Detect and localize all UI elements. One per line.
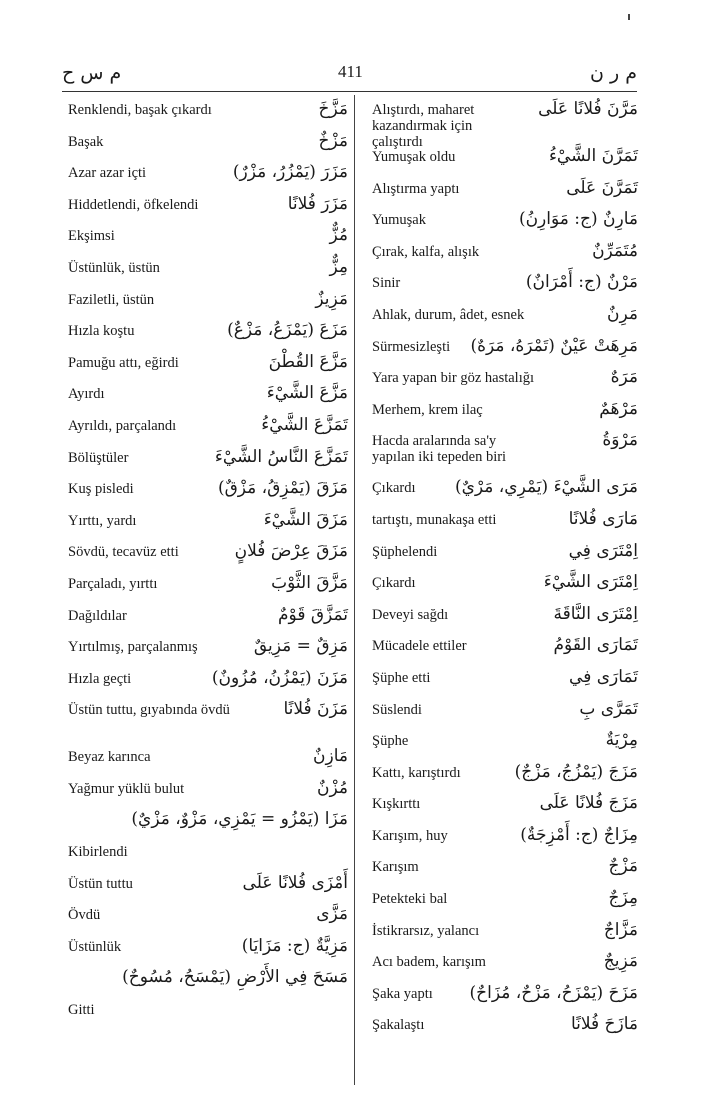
entry-translation: Şakalaştı: [372, 1017, 425, 1034]
dictionary-entry: [372, 663, 638, 695]
dictionary-entry: [68, 695, 348, 742]
dictionary-entry: [68, 742, 348, 774]
entry-translation: Beyaz karınca: [68, 749, 151, 766]
dictionary-entry: [372, 142, 638, 174]
entry-arabic-headword: مَزَّخَ: [318, 99, 348, 119]
entry-translation: Yırtılmış, parçalanmış: [68, 639, 198, 656]
entry-arabic-headword: مَزِيزٌ: [315, 288, 348, 309]
entry-translation: Kattı, karıştırdı: [372, 764, 461, 781]
entry-arabic-headword: تَمَرَّنَ الشَّيْءُ: [548, 146, 638, 166]
entry-translation: Çıkardı: [372, 575, 416, 592]
dictionary-entry: [372, 473, 638, 505]
entry-translation: Kuş pisledi: [68, 481, 134, 498]
entry-arabic-headword: مَزَرَ فُلانًا: [287, 193, 348, 214]
entry-arabic-headword: مَزْجٌ: [608, 856, 638, 877]
entry-arabic-headword: تَمَارَى القَوْمُ: [553, 635, 638, 656]
left-column: [68, 95, 348, 1027]
entry-arabic-headword: تَمَارَى فِي: [569, 666, 638, 687]
column-divider: [354, 95, 355, 1085]
dictionary-entry: [372, 916, 638, 948]
entry-arabic-headword: مَارِنٌ (ج: مَوَارِنُ): [518, 209, 638, 230]
entry-arabic-headword: مَرَّنَ فُلانًا عَلَى: [538, 99, 638, 119]
header-rule: [62, 91, 637, 92]
entry-arabic-headword: مَازِنٌ: [313, 746, 348, 767]
entry-translation: Şüphe: [372, 733, 409, 750]
entry-translation: Azar azar içti: [68, 165, 147, 182]
dictionary-entry: [68, 95, 348, 127]
dictionary-entry: [372, 600, 638, 632]
entry-translation: Şüphelendi: [372, 543, 438, 560]
dictionary-entry: [372, 947, 638, 979]
entry-arabic-headword: مَزَنَ فُلانًا: [283, 699, 348, 720]
dictionary-entry: [372, 821, 638, 853]
entry-translation: Renklendi, başak çıkardı: [68, 102, 212, 118]
entry-translation: Yağmur yüklü bulut: [68, 780, 185, 797]
dictionary-entry: [372, 237, 638, 269]
dictionary-entry: [68, 190, 348, 222]
entry-translation: Sinir: [372, 275, 401, 292]
dictionary-entry: [68, 316, 348, 348]
entry-arabic-headword: مَزَجَ (يَمْزُجُ، مَزْجٌ): [514, 761, 638, 782]
entry-arabic-headword: مِزَاجٌ (ج: أَمْزِجَةٌ): [520, 824, 638, 845]
entry-translation: Hiddetlendi, öfkelendi: [68, 196, 199, 213]
entry-arabic-headword: مَسَحَ فِي الأَرْضِ (يَمْسَحُ، مُسُوحٌ): [122, 967, 348, 988]
entry-arabic-headword: مُزٌّ: [329, 225, 348, 246]
entry-translation: Alıştırma yaptı: [372, 180, 460, 197]
dictionary-entry: [372, 300, 638, 332]
entry-translation: Üstünlük, üstün: [68, 259, 160, 276]
entry-arabic-headword: مِرْيَةٌ: [605, 730, 638, 751]
entry-arabic-headword: مَزَّعَ الشَّيْءَ: [266, 383, 348, 404]
entry-arabic-headword: مَرَهٌ: [610, 367, 638, 388]
entry-arabic-headword: مَارَى فُلانًا: [568, 508, 638, 529]
entry-translation: Merhem, krem ilaç: [372, 401, 483, 418]
dictionary-entry: [68, 900, 348, 932]
entry-arabic-headword: مَزَا (يَمْزُو = يَمْزِي، مَزْوٌ، مَزْيٌ): [131, 809, 348, 830]
dictionary-entry: [68, 569, 348, 601]
dictionary-entry: [372, 568, 638, 600]
entry-arabic-headword: مَزَقَ (يَمْزِقُ، مَزْقٌ): [217, 478, 348, 499]
entry-arabic-headword: مَرَى الشَّيْءَ (يَمْرِي، مَرْيٌ): [454, 477, 638, 498]
entry-translation: Pamuğu attı, eğirdi: [68, 354, 179, 371]
entry-arabic-headword: مِزَجٌ: [608, 888, 638, 909]
dictionary-entry: [68, 837, 348, 869]
entry-translation: Mücadele ettiler: [372, 638, 467, 655]
dictionary-entry: [68, 537, 348, 569]
right-column: [372, 95, 638, 1042]
entry-translation: Deveyi sağdı: [372, 606, 449, 623]
entry-arabic-headword: مَزَقَ عِرْضَ فُلانٍ: [234, 541, 348, 562]
entry-translation: Yumuşak oldu: [372, 149, 456, 165]
dictionary-entry: [372, 174, 638, 206]
dictionary-entry: [372, 1010, 638, 1042]
entry-arabic-headword: تَمَزَّعَ الشَّيْءُ: [261, 414, 348, 435]
entry-translation: Yırttı, yardı: [68, 512, 137, 529]
dictionary-entry: [68, 932, 348, 964]
entry-translation: Petekteki bal: [372, 891, 448, 908]
entry-translation: Üstünlük: [68, 938, 122, 955]
entry-translation: Sürmesizleşti: [372, 338, 451, 355]
entry-translation: Sövdü, tecavüz etti: [68, 544, 179, 561]
entry-translation: Parçaladı, yırttı: [68, 575, 158, 592]
dictionary-entry: [68, 963, 348, 995]
entry-translation: Karışım: [372, 859, 419, 876]
entry-arabic-headword: مَرْهَمٌ: [599, 398, 638, 419]
entry-arabic-headword: مَزَقَ الشَّيْءَ: [263, 509, 348, 530]
entry-arabic-headword: مَزَّى: [316, 904, 348, 925]
entry-arabic-headword: اِمْتَرَى فِي: [568, 540, 638, 561]
entry-arabic-headword: مَرِنٌ: [607, 303, 638, 324]
entry-arabic-headword: مُتَمَرِّنٌ: [592, 240, 638, 261]
dictionary-entry: [68, 158, 348, 190]
dictionary-entry: [68, 411, 348, 443]
dictionary-entry: [68, 285, 348, 317]
dictionary-entry: [372, 426, 638, 473]
entry-arabic-headword: تَمَرَّى بِ: [579, 698, 638, 719]
entry-arabic-headword: مَزْخٌ: [318, 130, 348, 151]
entry-arabic-headword: مَزَّاجٌ: [603, 919, 638, 940]
dictionary-entry: [68, 632, 348, 664]
entry-arabic-headword: مَزَّقَ الثَّوْبَ: [271, 572, 348, 593]
dictionary-entry: [68, 443, 348, 475]
entry-translation: Süslendi: [372, 701, 422, 718]
dictionary-entry: [372, 979, 638, 1011]
dictionary-entry: [68, 664, 348, 696]
entry-translation: tartıştı, munakaşa etti: [372, 511, 497, 528]
entry-translation: Hızla koştu: [68, 323, 135, 340]
dictionary-entry: [68, 379, 348, 411]
entry-translation: İstikrarsız, yalancı: [372, 922, 480, 939]
dictionary-entry: [372, 332, 638, 364]
entry-arabic-headword: مَزَرَ (يَمْزُرُ، مَزْرٌ): [232, 162, 348, 183]
entry-arabic-headword: مَرْوَةُ: [602, 430, 638, 451]
entry-arabic-headword: مُزْنٌ: [317, 777, 348, 798]
corner-mark: [628, 14, 630, 20]
dictionary-entry: [68, 127, 348, 159]
dictionary-entry: [68, 601, 348, 633]
entry-translation: Başak: [68, 133, 104, 150]
entry-arabic-headword: مَزَحَ (يَمْزَحُ، مَزْحٌ، مُزَاحٌ): [469, 982, 638, 1003]
header-right-letters: م ر ن: [590, 62, 637, 84]
entry-arabic-headword: تَمَزَّعَ النَّاسُ الشَّيْءَ: [214, 446, 348, 467]
entry-translation: Bölüştüler: [68, 449, 129, 466]
dictionary-entry: [372, 505, 638, 537]
entry-arabic-headword: مَزِقٌ = مَزِيقٌ: [253, 636, 348, 657]
entry-translation: Kışkırttı: [372, 796, 421, 813]
entry-arabic-headword: مَازَحَ فُلانًا: [570, 1014, 638, 1035]
entry-arabic-headword: مَرْنٌ (ج: أَمْرَانٌ): [525, 272, 638, 293]
entry-translation: Ahlak, durum, âdet, esnek: [372, 306, 525, 323]
entry-translation: Yumuşak: [372, 212, 426, 229]
entry-arabic-headword: تَمَزَّقَ قَوْمٌ: [278, 604, 348, 625]
dictionary-entry: [372, 537, 638, 569]
dictionary-entry: [68, 348, 348, 380]
entry-translation: Üstün tuttu, gıyabında övdü: [68, 702, 230, 719]
dictionary-entry: [372, 205, 638, 237]
dictionary-entry: [372, 695, 638, 727]
entry-arabic-headword: مَزِيجٌ: [603, 951, 638, 972]
entry-translation: Övdü: [68, 907, 101, 924]
entry-arabic-headword: مَزَعَ (يَمْزَعُ، مَزْعٌ): [227, 320, 348, 341]
entry-translation: Hacda aralarında sa'y yapılan iki tepeden biri: [372, 433, 507, 466]
dictionary-entry: [372, 789, 638, 821]
dictionary-entry: [68, 869, 348, 901]
dictionary-entry: [372, 268, 638, 300]
entry-arabic-headword: مَزَنَ (يَمْزُنُ، مُزُونٌ): [211, 667, 348, 688]
entry-arabic-headword: اِمْتَرَى النَّاقَةَ: [553, 603, 638, 624]
dictionary-entry: [68, 506, 348, 538]
dictionary-entry: [372, 631, 638, 663]
dictionary-entry: [372, 95, 638, 150]
header-left-letters: م س ح: [62, 62, 122, 84]
entry-arabic-headword: تَمَرَّنَ عَلَى: [566, 177, 638, 198]
dictionary-entry: [372, 884, 638, 916]
dictionary-entry: [68, 474, 348, 506]
entry-translation: Ekşimsi: [68, 228, 115, 245]
dictionary-entry: [372, 395, 638, 427]
entry-translation: Hızla geçti: [68, 670, 132, 687]
entry-translation: Dağıldılar: [68, 607, 127, 624]
entry-translation: Alıştırdı, maharet kazandırmak için çalıştırdı: [372, 102, 475, 150]
entry-arabic-headword: مَزِيَّةٌ (ج: مَزَايَا): [241, 935, 348, 956]
dictionary-entry: [68, 221, 348, 253]
entry-arabic-headword: مَزَّعَ القُطْنَ: [268, 351, 348, 372]
entry-arabic-headword: مَزَجَ فُلانًا عَلَى: [539, 793, 638, 814]
entry-translation: Karışım, huy: [372, 827, 448, 844]
dictionary-entry: [372, 726, 638, 758]
dictionary-entry: [372, 758, 638, 790]
entry-arabic-headword: أَمْزَى فُلانًا عَلَى: [242, 872, 348, 893]
dictionary-entry: [68, 253, 348, 285]
entry-translation: Çıkardı: [372, 480, 416, 497]
entry-translation: Şüphe etti: [372, 669, 431, 686]
entry-translation: Faziletli, üstün: [68, 291, 155, 308]
entry-translation: Yara yapan bir göz hastalığı: [372, 370, 535, 387]
entry-translation: Üstün tuttu: [68, 875, 133, 892]
entry-translation: Ayırdı: [68, 386, 105, 403]
entry-translation: Ayrıldı, parçalandı: [68, 417, 177, 434]
dictionary-entry: [372, 363, 638, 395]
entry-translation: Çırak, kalfa, alışık: [372, 243, 480, 260]
page-number: 411: [338, 62, 363, 81]
dictionary-entry: [68, 995, 348, 1027]
entry-translation: Acı badem, karışım: [372, 954, 486, 971]
dictionary-entry: [68, 774, 348, 806]
entry-arabic-headword: مِزٌّ: [329, 256, 348, 277]
entry-arabic-headword: مَرِهَتْ عَيْنٌ (تَمْرَهُ، مَرَهٌ): [470, 335, 638, 356]
entry-arabic-headword: اِمْتَرَى الشَّيْءَ: [543, 572, 638, 593]
entry-translation: Gitti: [68, 1002, 95, 1019]
dictionary-entry: [372, 852, 638, 884]
entry-translation: Şaka yaptı: [372, 985, 433, 1002]
entry-translation: Kibirlendi: [68, 844, 128, 861]
dictionary-entry: [68, 805, 348, 837]
